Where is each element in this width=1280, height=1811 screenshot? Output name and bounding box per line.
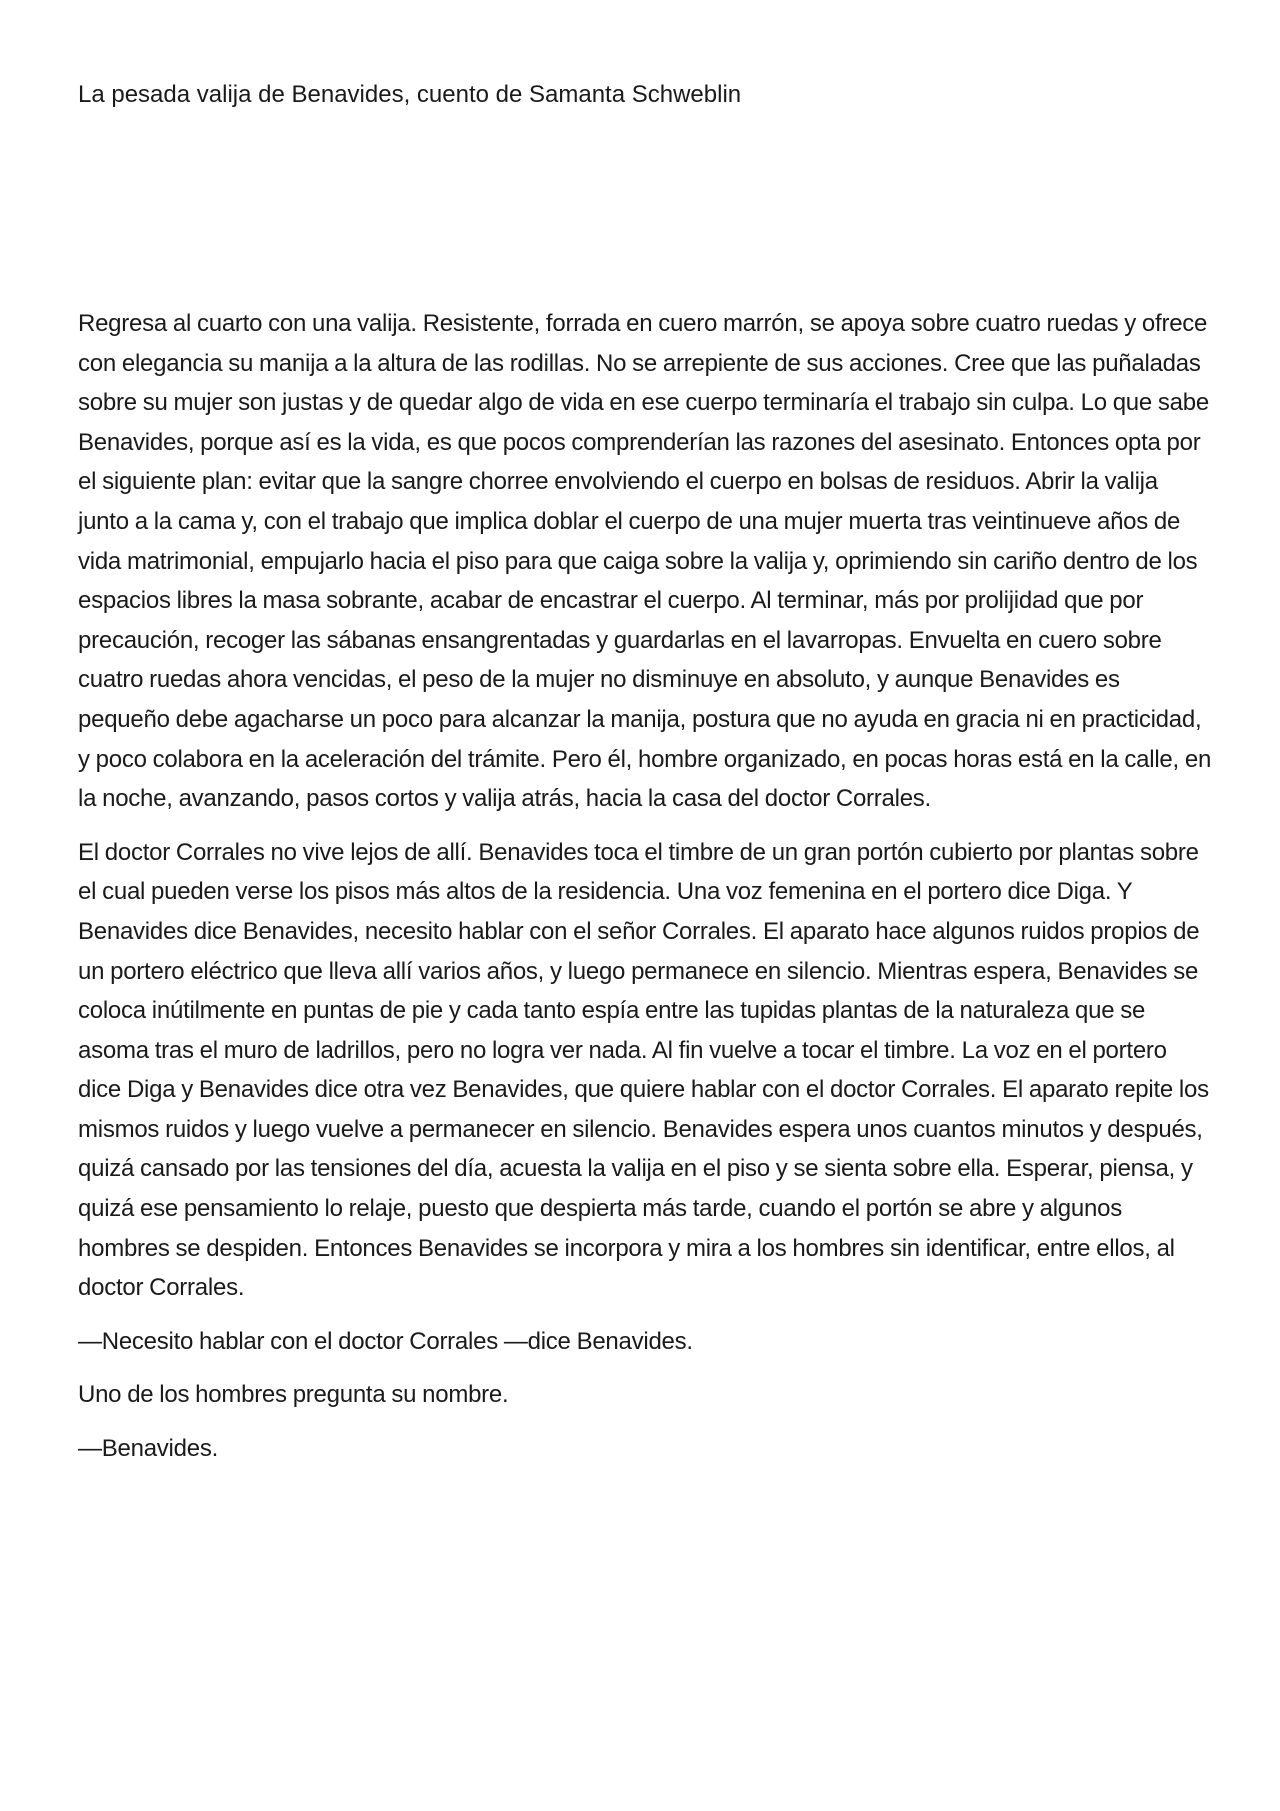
dialogue-line: —Necesito hablar con el doctor Corrales —dice Benavides. [78,1327,693,1355]
story-body [78,304,1212,1483]
paragraph-doctor-corrales: El doctor Corrales no vive lejos de allí. Benavides toca el timbre de un gran portón cubierto por plantas sobre el cual pueden verse los pisos más altos de la residencia. Una voz femenina en el portero dice Diga. Y Benavides dice Benavides, necesito hablar con el señor Corrales. El aparato hace algunos ruidos propios de un portero eléctrico que lleva allí varios años, y luego permanece en silencio. Mientras espera, Benavides se coloca inútilmente en puntas de pie y cada tanto espía entre las tupidas plantas de la naturaleza que se asoma tras el muro de ladrillos, pero no logra ver nada. Al fin vuelve a tocar el timbre. La voz en el portero dice Diga y Benavides dice otra vez Benavides, que quiere hablar con el doctor Corrales. El aparato repite los mismos ruidos y luego vuelve a permanecer en silencio. Benavides espera unos cuantos minutos y después, quizá cansado por las tensiones del día, acuesta la valija en el piso y se sienta sobre ella. Esperar, piensa, y quizá ese pensamiento lo relaje, puesto que despierta más tarde, cuando el portón se abre y algunos hombres se despiden. Entonces Benavides se incorpora y mira a los hombres sin identificar, entre ellos, al doctor Corrales. [78,838,1209,1302]
document-title: La pesada valija de Benavides, cuento de Samanta Schweblin [78,81,742,108]
dialogue-line: —Benavides. [78,1435,218,1463]
paragraph-question: Uno de los hombres pregunta su nombre. [78,1381,509,1409]
paragraph-opening: Regresa al cuarto con una valija. Resistente, forrada en cuero marrón, se apoya sobre cuatro ruedas y ofrece con elegancia su manija a la altura de las rodillas. No se arrepiente de sus acciones. Cree que las puñaladas sobre su mujer son justas y de quedar algo de vida en ese cuerpo terminaría el trabajo sin culpa. Lo que sabe Benavides, porque así es la vida, es que pocos comprenderían las razones del asesinato. Entonces opta por el siguiente plan: evitar que la sangre chorree envolviendo el cuerpo en bolsas de residuos. Abrir la valija junto a la cama y, con el trabajo que implica doblar el cuerpo de una mujer muerta tras veintinueve años de vida matrimonial, empujarlo hacia el piso para que caiga sobre la valija y, oprimiendo sin cariño dentro de los espacios libres la masa sobrante, acabar de encastrar el cuerpo. Al terminar, más por prolijidad que por precaución, recoger las sábanas ensangrentadas y guardarlas en el lavarropas. Envuelta en cuero sobre cuatro ruedas ahora vencidas, el peso de la mujer no disminuye en absoluto, y aunque Benavides es pequeño debe agacharse un poco para alcanzar la manija, postura que no ayuda en gracia ni en practicidad, y poco colabora en la aceleración del trámite. Pero él, hombre organizado, en pocas horas está en la calle, en la noche, avanzando, pasos cortos y valija atrás, hacia la casa del doctor Corrales. [78,310,1212,813]
